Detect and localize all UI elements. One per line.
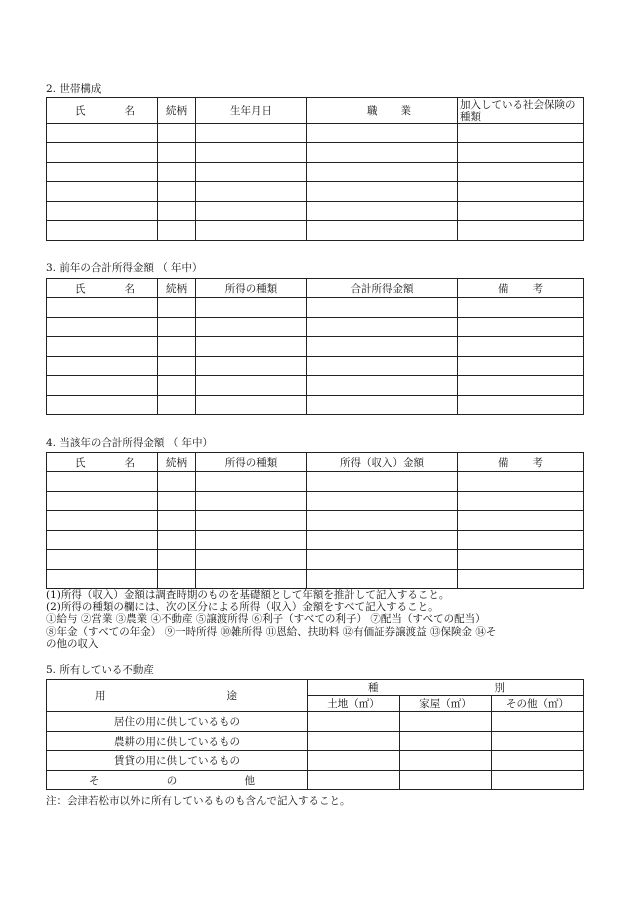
row-label: 農耕の用に供しているもの xyxy=(47,732,308,751)
table-row xyxy=(47,298,584,318)
table-row xyxy=(47,396,584,415)
header-insurance: 加入している社会保険の種類 xyxy=(458,98,584,124)
section3-title: 3. 前年の合計所得金額 （ 年中） xyxy=(46,262,203,274)
section4-title: 4. 当該年の合計所得金額 （ 年中） xyxy=(46,437,214,449)
table-row xyxy=(47,570,584,589)
row-label: 賃貸の用に供しているもの xyxy=(47,751,308,771)
table-row xyxy=(47,124,584,143)
current-income-table xyxy=(46,452,584,589)
header-remarks: 備 考 xyxy=(458,453,584,472)
section5-title: 5. 所有している不動産 xyxy=(46,664,154,676)
header-other: その他（㎡） xyxy=(492,696,584,712)
header-income-type: 所得の種類 xyxy=(196,453,307,472)
note-line-2: (2)所得の種類の欄には、次の区分による所得（収入）金額をすべて記入すること。 xyxy=(46,601,439,614)
table-header-row xyxy=(47,279,584,298)
header-name: 氏 名 xyxy=(47,279,158,298)
header-relation: 続柄 xyxy=(158,453,196,472)
table-row xyxy=(47,221,584,241)
section2-title: 2. 世帯構成 xyxy=(46,83,102,95)
income-notes xyxy=(46,589,588,650)
note-line-4: ⑧年金（すべての年金） ⑨一時所得 ⑩雑所得 ⑪恩給、扶助料 ⑫有価証券譲渡益 ⑬保険金 ⑭そ xyxy=(46,625,497,638)
table-row xyxy=(47,550,584,570)
table-row xyxy=(47,472,584,492)
row-label-other: そ の 他 xyxy=(47,771,308,790)
table-row xyxy=(47,163,584,182)
note-line-3: ①給与 ②営業 ③農業 ④不動産 ⑤譲渡所得 ⑥利子（すべての利子） ⑦配当（すべての配当） xyxy=(46,613,486,626)
table-row xyxy=(47,357,584,376)
table-row xyxy=(47,337,584,357)
table-row xyxy=(47,751,584,771)
table-header-row xyxy=(47,453,584,472)
header-house: 家屋（㎡） xyxy=(400,696,492,712)
header-use: 用 途 xyxy=(47,680,308,712)
table-row xyxy=(47,376,584,396)
table-row xyxy=(47,511,584,531)
header-occupation: 職 業 xyxy=(307,98,458,124)
header-type: 種 別 xyxy=(308,680,584,696)
household-table xyxy=(46,97,584,241)
table-row xyxy=(47,318,584,337)
table-row xyxy=(47,771,584,790)
property-table xyxy=(46,679,584,790)
note-line-5: の他の収入 xyxy=(46,637,99,650)
table-header-row xyxy=(47,98,584,124)
header-relation: 続柄 xyxy=(158,279,196,298)
header-total-income: 合計所得金額 xyxy=(307,279,458,298)
table-row xyxy=(47,143,584,163)
footnote: 注：会津若松市以外に所有しているものも含んで記入すること。 xyxy=(46,795,351,807)
table-header-row xyxy=(47,680,584,696)
note-line-1: (1)所得（収入）金額は調査時期のものを基礎額として年額を推計して記入すること。 xyxy=(46,589,450,601)
prev-income-table xyxy=(46,278,584,415)
table-row xyxy=(47,531,584,550)
header-income-type: 所得の種類 xyxy=(196,279,307,298)
header-name: 氏 名 xyxy=(47,453,158,472)
row-label: 居住の用に供しているもの xyxy=(47,712,308,732)
table-row xyxy=(47,202,584,221)
header-land: 土地（㎡） xyxy=(308,696,400,712)
header-remarks: 備 考 xyxy=(458,279,584,298)
header-relation: 続柄 xyxy=(158,98,196,124)
header-name: 氏 名 xyxy=(47,98,158,124)
table-row xyxy=(47,492,584,511)
header-income-amount: 所得（収入）金額 xyxy=(307,453,458,472)
header-birthdate: 生年月日 xyxy=(196,98,307,124)
table-row xyxy=(47,182,584,202)
table-row xyxy=(47,732,584,751)
table-row xyxy=(47,712,584,732)
